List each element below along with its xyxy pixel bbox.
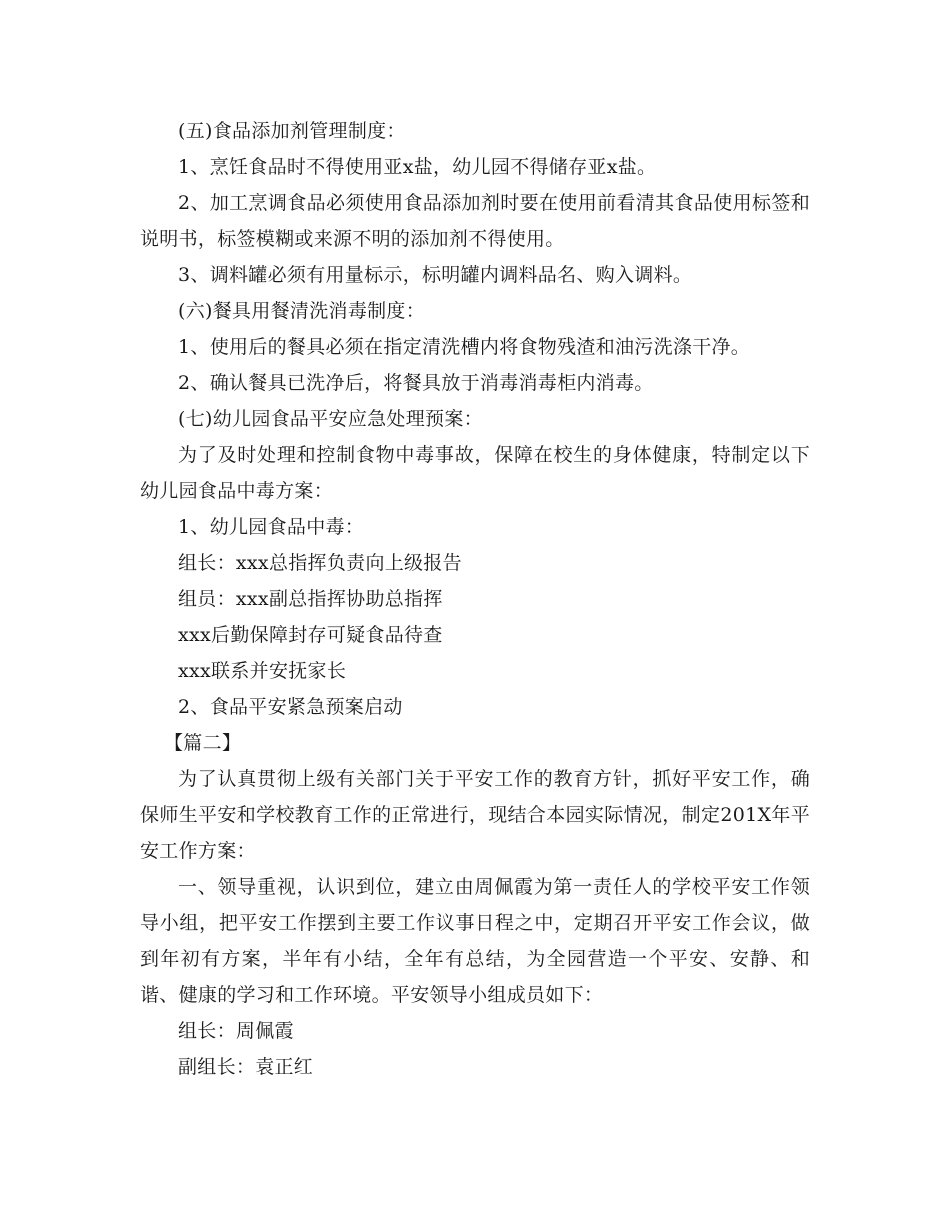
paragraph: 组长：xxx总指挥负责向上级报告 xyxy=(178,552,462,574)
paragraph: 2、确认餐具已洗净后，将餐具放于消毒消毒柜内消毒。 xyxy=(178,372,654,394)
part-two-heading: 【篇二】 xyxy=(164,732,242,754)
section-heading-food-additives: (五)食品添加剂管理制度： xyxy=(178,120,406,142)
paragraph: 组长：周佩霞 xyxy=(178,1020,294,1042)
paragraph: 1、烹饪食品时不得使用亚x盐，幼儿园不得储存亚x盐。 xyxy=(178,156,657,178)
paragraph: 3、调料罐必须有用量标示，标明罐内调料品名、购入调料。 xyxy=(178,264,693,286)
paragraph: xxx后勤保障封存可疑食品待查 xyxy=(178,624,443,646)
paragraph: 为了认真贯彻上级有关部门关于平安工作的教育方针，抓好平安工作，确保师生平安和学校教育工作的正常进行，现结合本园实际情况，制定201X年平安工作方案： xyxy=(140,768,810,862)
paragraph: 一、领导重视，认识到位，建立由周佩霞为第一责任人的学校平安工作领导小组，把平安工作摆到主要工作议事日程之中，定期召开平安工作会议，做到年初有方案，半年有小结，全年有总结，为全园营造一个平安、安静、和谐、健康的学习和工作环境。平安领导小组成员如下： xyxy=(140,876,810,1006)
paragraph: 2、加工烹调食品必须使用食品添加剂时要在使用前看清其食品使用标签和说明书，标签模糊或来源不明的添加剂不得使用。 xyxy=(140,192,810,250)
paragraph: 1、使用后的餐具必须在指定清洗槽内将食物残渣和油污洗涤干净。 xyxy=(178,336,751,358)
section-heading-tableware: (六)餐具用餐清洗消毒制度： xyxy=(178,300,426,322)
paragraph: 2、食品平安紧急预案启动 xyxy=(178,696,403,718)
paragraph: 为了及时处理和控制食物中毒事故，保障在校生的身体健康，特制定以下幼儿园食品中毒方案： xyxy=(140,444,810,502)
paragraph: xxx联系并安抚家长 xyxy=(178,660,347,682)
paragraph: 1、幼儿园食品中毒： xyxy=(178,516,365,538)
paragraph: 副组长：袁正红 xyxy=(178,1056,314,1078)
section-heading-emergency-plan: (七)幼儿园食品平安应急处理预案： xyxy=(178,408,483,430)
paragraph: 组员：xxx副总指挥协助总指挥 xyxy=(178,588,443,610)
document-body xyxy=(140,113,810,1085)
